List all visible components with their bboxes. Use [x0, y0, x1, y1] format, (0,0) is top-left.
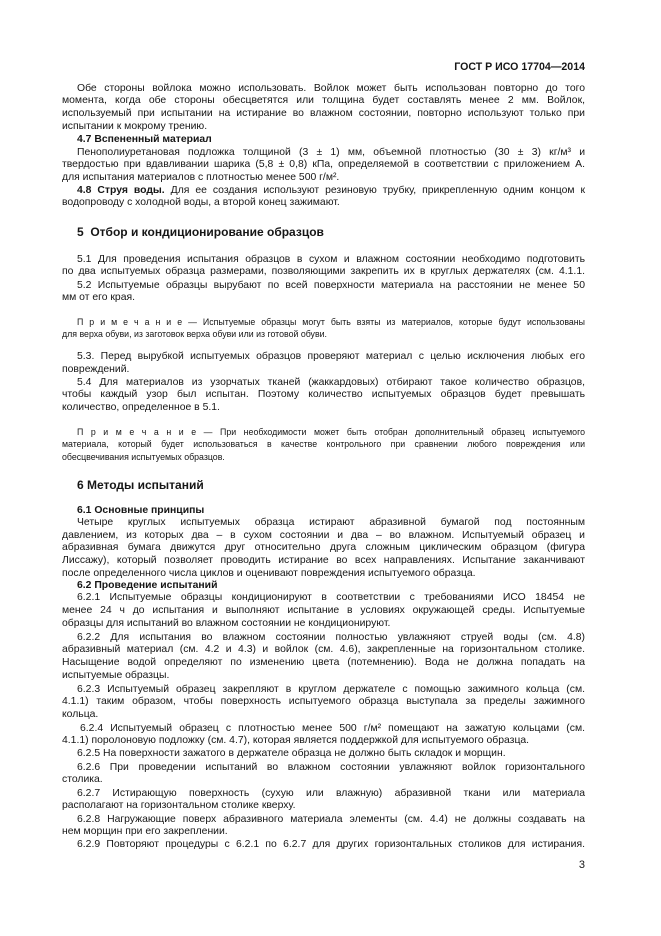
clause-6-1-heading [62, 505, 585, 518]
section-5-heading [62, 225, 585, 239]
text-line: 6.2.4 Испытуемый образец с плотностью менее 500 г/м² помещают на зажатую кольцами (см. [80, 722, 585, 734]
clause-6-1-paragraph [62, 517, 585, 581]
clause-6-2-9-paragraph [62, 839, 585, 852]
text-segment: Для ее создания используют резиновую трубку, прикрепленную одним концом к [170, 184, 586, 196]
note-2 [62, 426, 585, 464]
text-line: твердостью при вдавливании шарика (5,8 ± 0,8) кПа, определяемой в соответствии с приложением А. [62, 159, 585, 171]
text-line: 6.2.9 Повторяют процедуры с 6.2.1 по 6.2.7 для других горизонтальных столиков для истирания. [77, 838, 585, 850]
text-line: испытании к мокрому трению. [62, 120, 208, 132]
clause-title: 6.2 Проведение испытаний [77, 579, 218, 591]
text-line: абразивный материал (см. 4.2 и 4.3) и войлок (см. 4.6), закрепленные на горизонтальном столике. [62, 644, 585, 656]
clause-title: 6.1 Основные принципы [77, 504, 205, 516]
text-line: 5.2 Испытуемые образцы вырубают по всей поверхности материала на расстоянии не менее 50 [77, 279, 585, 291]
text-line: располагают на горизонтальном столике кверху. [62, 800, 296, 812]
text-line: столика. [62, 774, 103, 786]
text-line: давлением, из которых два – в сухом состоянии и два – во влажном. Испытуемый образец и [62, 529, 585, 541]
text-line: для испытания материалов с плотностью менее 500 г/м². [62, 172, 340, 184]
text-line: момента, когда обе стороны обесцветятся или толщина будет составлять менее 2 мм. Войлок, [62, 95, 585, 107]
text-line: образцы для испытаний во влажном состоянии не кондиционируют. [62, 617, 391, 629]
text-segment: — При необходимости может быть отобран дополнительный образец испытуемого [203, 426, 585, 437]
text-line: после определенного числа циклов и оценивают повреждения испытуемого образца. [62, 567, 476, 579]
clause-6-2-7-paragraph [62, 788, 585, 814]
text-segment: — Испытуемые образцы могут быть взяты из материалов, которые будут использованы [188, 316, 585, 327]
text-line [62, 426, 585, 439]
clause-6-2-5-paragraph [62, 748, 585, 761]
text-line: по два испытуемых образца размерами, позволяющими закрепить их в круглых держателях (см. 4.1.1. [62, 266, 585, 278]
text-line: Насыщение водой определяют по изменению цвета (потемнению). Вода не должна попадать на [62, 657, 585, 669]
note-label: П р и м е ч а н и е [77, 426, 197, 437]
text-line: Пенополиуретановая подложка толщиной (3 ± 1) мм, объемной плотностью (30 ± 3) кг/м³ и [77, 146, 585, 158]
clause-4-7-heading [62, 134, 585, 147]
text-line: 6.2.7 Истирающую поверхность (сухую или влажную) абразивной ткани или материала [77, 787, 585, 799]
text-line: водопроводу с холодной воды, а второй конец зажимают. [62, 197, 340, 209]
text-line: материала, который будет использоваться в качестве контрольного при сравнении любого повреждения или [62, 439, 585, 450]
clause-6-2-6-paragraph [62, 762, 585, 788]
text-line: 6.2.6 При проведении испытаний во влажном состоянии увлажняют войлок горизонтального [77, 761, 585, 773]
text-line [62, 185, 585, 198]
clause-6-2-4-paragraph [62, 723, 585, 749]
text-line: 4.1.1) таким образом, чтобы поверхность испытуемого образца выступала за пределы зажимного [62, 696, 585, 708]
document-code-header: ГОСТ Р ИСО 17704—2014 [454, 61, 585, 73]
clause-6-2-heading [62, 580, 585, 593]
text-line: Четыре круглых испытуемых образца истирают абразивной бумагой под постоянным [77, 516, 585, 528]
clause-4-7-paragraph [62, 147, 585, 185]
note-label: П р и м е ч а н и е [77, 316, 183, 327]
clause-5-4-paragraph [62, 377, 585, 415]
text-line: 6.2.8 Нагружающие поверх абразивного материала элементы (см. 4.4) не должны создавать на [77, 813, 585, 825]
text-line: используемый при испытании на истирание во влажном состоянии, повторно используют только при [62, 108, 585, 120]
text-line: 6.2.5 На поверхности зажатого в держателе образца не должно быть складок и морщин. [77, 747, 506, 759]
section-6-heading [62, 478, 585, 492]
felt-reuse-paragraph [62, 83, 585, 134]
clause-5-1-paragraph [62, 254, 585, 280]
text-line: чтобы каждый узор был испытан. Поэтому количество испытуемых образцов будет превышать [62, 389, 585, 401]
clause-6-2-2-paragraph [62, 632, 585, 683]
clause-4-8-paragraph [62, 185, 585, 211]
text-line: 6.2.3 Испытуемый образец закрепляют в круглом держателе с помощью зажимного кольца (см. [77, 683, 585, 695]
text-line: 5.1 Для проведения испытания образцов в сухом и влажном состоянии необходимо подготовить [77, 253, 585, 265]
text-line: менее 24 ч до испытания и выполняют испытание в условиях окружающей среды. Испытуемые [62, 605, 585, 617]
text-line: 6.2.2 Для испытания во влажном состоянии полностью увлажняют струей воды (см. 4.8) [77, 631, 585, 643]
text-line: Лиссажу), который позволяет проводить истирание во всех направлениях. Испытание заканчивают [62, 555, 585, 567]
text-line: 6.2.1 Испытуемые образцы кондиционируют в соответствии с требованиями ИСО 18454 не [77, 592, 585, 604]
section-title: 6 Методы испытаний [77, 478, 204, 492]
text-line: абразивная бумага движутся друг относительно друга сложным циклическим образцом (фигура [62, 542, 585, 554]
clause-title: 4.8 Струя воды. [77, 184, 165, 196]
text-line: 4.1.1) поролоновую подложку (см. 4.7), которая является поддержкой для испытуемого образца. [62, 735, 530, 747]
text-line: Обе стороны войлока можно использовать. Войлок может быть использован повторно до того [77, 82, 585, 94]
text-line [62, 316, 585, 329]
clause-6-2-3-paragraph [62, 684, 585, 722]
text-line: 5.3. Перед вырубкой испытуемых образцов проверяют материал с целью исключения любых его [77, 351, 585, 363]
text-line: для верха обуви, из заготовок верха обуви или из готовой обуви. [62, 329, 327, 340]
clause-5-3-paragraph [62, 351, 585, 377]
text-line: испытуемые образцы. [62, 669, 170, 681]
text-line: мм от его края. [62, 292, 135, 304]
clause-title: 4.7 Вспененный материал [77, 133, 212, 145]
text-line: 5.4 Для материалов из узорчатых тканей (жаккардовых) отбирают такое количество образцов, [77, 376, 585, 388]
clause-6-2-1-paragraph [62, 592, 585, 630]
clause-6-2-8-paragraph [62, 814, 585, 840]
section-title: 5 Отбор и кондиционирование образцов [77, 225, 324, 239]
text-line: кольца. [62, 709, 99, 721]
page-number: 3 [578, 859, 585, 871]
text-line: количество, определенное в 5.1. [62, 402, 220, 414]
clause-5-2-paragraph [62, 280, 585, 306]
text-line: повреждений. [62, 364, 130, 376]
note-1 [62, 316, 585, 342]
text-line: нем морщин при его закреплении. [62, 826, 228, 838]
text-line: обесцвечивания испытуемых образцов. [62, 452, 225, 463]
